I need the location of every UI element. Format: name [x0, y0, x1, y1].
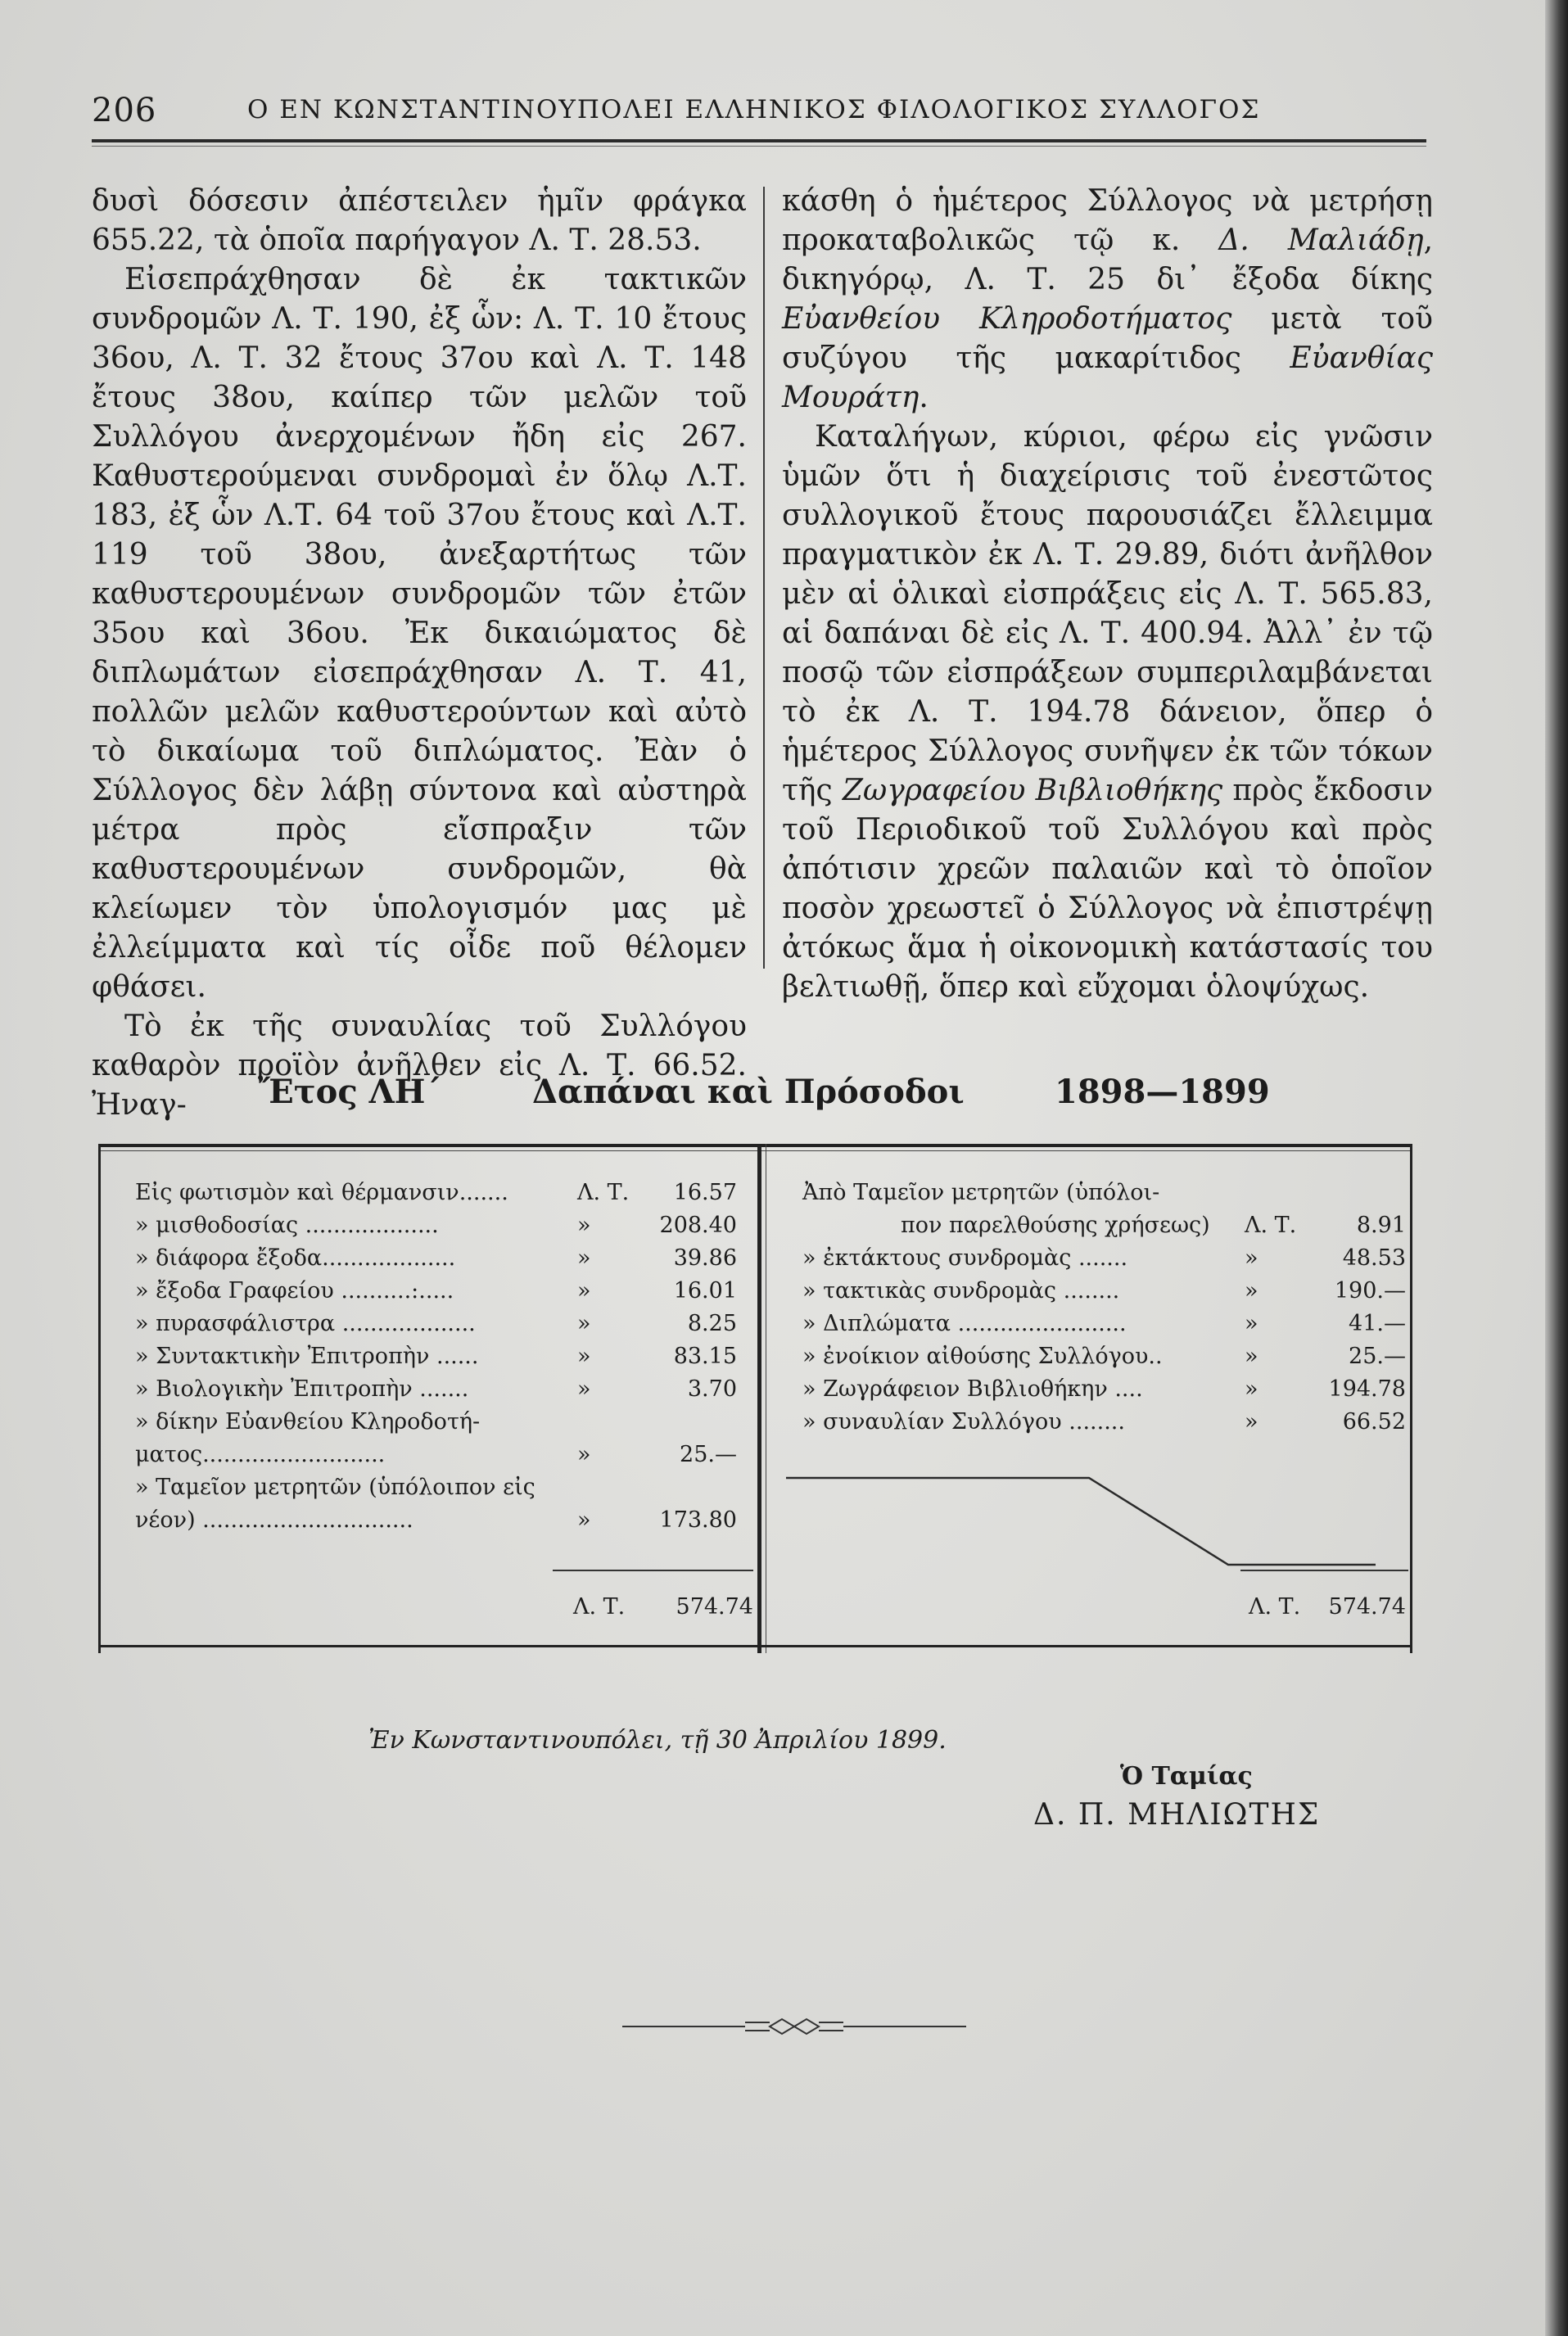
expense-row — [135, 1506, 737, 1535]
person-name: Εὐανθίας Μουράτη — [782, 341, 1433, 414]
row-unit: » — [1245, 1344, 1258, 1369]
row-unit: » — [1245, 1311, 1258, 1336]
row-unit: » — [1245, 1245, 1258, 1271]
expense-row — [135, 1309, 737, 1339]
row-unit: » — [577, 1245, 591, 1271]
row-unit: » — [577, 1442, 591, 1467]
income-row — [802, 1342, 1406, 1371]
text-run: πρὸς ἔκδοσιν τοῦ Περιοδικοῦ τοῦ Συλλόγου καὶ πρὸς ἀπότισιν χρεῶν παλαιῶν καὶ τὸ ὁποῖον ποσὸν χρεωστεῖ ὁ Σύλλογος νὰ ἐπιστρέψῃ ἀτόκως ἅμα ἡ οἰκονομικὴ κατάστασίς του βελτιωθῇ, ὅπερ καὶ εὔχομαι ὁλοψύχως. — [782, 774, 1433, 1004]
income-row — [802, 1178, 1406, 1208]
library-name: Ζωγραφείου Βιβλιοθήκης — [842, 774, 1223, 807]
expenses-total-amount: 574.74 — [676, 1594, 753, 1620]
row-label: πον παρελθούσης χρήσεως) — [901, 1213, 1210, 1238]
row-label: » Ταμεῖον μετρητῶν (ὑπόλοιπον εἰς — [135, 1475, 535, 1500]
row-amount: 83.15 — [673, 1344, 737, 1369]
row-label: Ἀπὸ Ταμεῖον μετρητῶν (ὑπόλοι- — [802, 1180, 1160, 1205]
row-unit: Λ. Τ. — [1245, 1213, 1297, 1238]
income-total-unit: Λ. Τ. — [1249, 1594, 1301, 1620]
income-row — [802, 1276, 1406, 1306]
row-label: » συναυλίαν Συλλόγου ........ — [802, 1409, 1125, 1435]
ledger-blank-strike — [786, 1475, 1376, 1573]
expenses-total-row — [573, 1593, 753, 1622]
row-unit: Λ. Τ. — [577, 1180, 630, 1205]
row-label: » ἔξοδα Γραφείου ..........:..... — [135, 1278, 454, 1304]
expense-row — [135, 1276, 737, 1306]
expenses-total-rule — [553, 1570, 753, 1571]
row-unit: » — [577, 1507, 591, 1533]
ledger-top-rule — [98, 1144, 1412, 1147]
expense-row — [135, 1244, 737, 1273]
left-paragraph-2: Εἰσεπράχθησαν δὲ ἐκ τακτικῶν συνδρομῶν Λ. Τ. 190, ἐξ ὧν: Λ. Τ. 10 ἔτους 36ου, Λ. Τ. 32 ἔτους 37ου καὶ Λ. Τ. 148 ἔτους 38ου, καίπερ τῶν μελῶν τοῦ Συλλόγου ἀνερχομένων ἤδη εἰς 267. Καθυστερούμεναι συνδρομαὶ ἐν ὅλῳ Λ.Τ. 183, ἐξ ὧν Λ.Τ. 64 τοῦ 37ου ἔτους καὶ Λ.Τ. 119 τοῦ 38ου, ἀνεξαρτήτως τῶν καθυστερουμένων συνδρομῶν τῶν ἐτῶν 35ου καὶ 36ου. Ἐκ δικαιώματος δὲ διπλωμάτων εἰσεπράχθησαν Λ. Τ. 41, πολλῶν μελῶν καθυστερούντων καὶ αὐτὸ τὸ δικαίωμα τοῦ διπλώματος. Ἐὰν ὁ Σύλλογος δὲν λάβῃ σύντονα καὶ αὐστηρὰ μέτρα πρὸς εἴσπραξιν τῶν καθυστερουμένων συνδρομῶν, θὰ κλείωμεν τὸν ὑπολογισμόν μας μὲ ἐλλείμματα καὶ τίς οἶδε ποῦ θέλομεν φθάσει. — [92, 263, 747, 1004]
row-amount: 25.— — [680, 1442, 737, 1467]
right-paragraph-1 — [782, 182, 1433, 418]
running-title: Ο ΕΝ ΚΩΝΣΤΑΝΤΙΝΟΥΠΟΛΕΙ ΕΛΛΗΝΙΚΟΣ ΦΙΛΟΛΟΓΙΚΟΣ ΣΥΛΛΟΓΟΣ — [247, 95, 1261, 124]
row-label: » πυρασφάλιστρα ................... — [135, 1311, 476, 1336]
row-amount: 16.57 — [673, 1180, 737, 1205]
book-spine-shadow — [1545, 0, 1568, 2336]
row-amount: 208.40 — [659, 1213, 737, 1238]
row-amount: 190.— — [1334, 1278, 1406, 1304]
row-unit: » — [577, 1344, 591, 1369]
row-label: ματος.......................... — [135, 1442, 386, 1467]
header-rule-thin — [92, 146, 1426, 147]
row-label: » Διπλώματα ........................ — [802, 1311, 1127, 1336]
expenses-total-unit: Λ. Τ. — [573, 1594, 626, 1620]
ledger-title — [258, 1073, 1322, 1122]
row-amount: 3.70 — [687, 1376, 737, 1402]
right-text-column — [782, 182, 1433, 1007]
ledger-right-rule — [1410, 1144, 1412, 1653]
row-label: » Βιολογικὴν Ἐπιτροπὴν ....... — [135, 1376, 469, 1402]
left-paragraph-3: Τὸ ἐκ τῆς συναυλίας τοῦ Συλλόγου καθαρὸν προϊὸν ἀνῆλθεν εἰς Λ. Τ. 66.52. Ἠναγ- — [92, 1010, 747, 1122]
ledger-table — [98, 1144, 1412, 1653]
income-row — [802, 1407, 1406, 1437]
row-unit: » — [577, 1278, 591, 1304]
row-amount: 16.01 — [673, 1278, 737, 1304]
column-divider — [763, 187, 765, 969]
ledger-bottom-rule — [98, 1645, 1412, 1647]
row-label: νέον) .............................. — [135, 1507, 413, 1533]
row-label: » διάφορα ἔξοδα................... — [135, 1245, 456, 1271]
row-label: » ἐκτάκτους συνδρομὰς ....... — [802, 1245, 1128, 1271]
ledger-title-period: 1898—1899 — [1055, 1073, 1270, 1111]
text-run: μετὰ τοῦ συζύγου τῆς μακαρίτιδος — [782, 302, 1433, 375]
ledger-center-rule — [757, 1144, 761, 1653]
expense-row — [135, 1375, 737, 1404]
income-row — [802, 1244, 1406, 1273]
row-amount: 173.80 — [659, 1507, 737, 1533]
page-number: 206 — [92, 92, 157, 129]
row-amount: 8.91 — [1356, 1213, 1406, 1238]
expense-row — [135, 1440, 737, 1470]
row-unit: » — [1245, 1409, 1258, 1435]
right-paragraph-2 — [782, 418, 1433, 1007]
person-name: Δ. Μαλιάδῃ — [1218, 224, 1424, 257]
row-label: » Συντακτικὴν Ἐπιτροπὴν ...... — [135, 1344, 479, 1369]
row-unit: » — [1245, 1278, 1258, 1304]
row-label: » μισθοδοσίας ................... — [135, 1213, 439, 1238]
row-label: » τακτικὰς συνδρομὰς ........ — [802, 1278, 1120, 1304]
income-row — [802, 1375, 1406, 1404]
row-unit: » — [577, 1311, 591, 1336]
income-row — [802, 1309, 1406, 1339]
expense-row — [135, 1473, 737, 1502]
income-total-row — [1249, 1593, 1406, 1622]
row-label: » δίκην Εὐανθείου Κληροδοτή- — [135, 1409, 481, 1435]
signature-name: Δ. Π. ΜΗΛΙΩΤΗΣ — [1033, 1798, 1321, 1832]
row-amount: 66.52 — [1342, 1409, 1406, 1435]
bequest-name: Εὐανθείου Κληροδοτήματος — [782, 302, 1232, 336]
text-run: κάσθη ὁ ἡμέτερος Σύλλογος νὰ μετρήσῃ προκαταβολικῶς τῷ κ. — [782, 184, 1433, 257]
row-amount: 8.25 — [687, 1311, 737, 1336]
running-header — [92, 92, 1418, 133]
left-text-column — [92, 182, 747, 1125]
row-amount: 25.— — [1349, 1344, 1406, 1369]
decorative-ornament — [622, 2014, 966, 2039]
text-run: . — [919, 381, 929, 414]
row-amount: 41.— — [1349, 1311, 1406, 1336]
row-label: » ἐνοίκιον αἰθούσης Συλλόγου.. — [802, 1344, 1163, 1369]
expense-row — [135, 1407, 737, 1437]
expense-row — [135, 1342, 737, 1371]
expense-row — [135, 1178, 737, 1208]
row-unit: » — [1245, 1376, 1258, 1402]
ledger-title-year: Ἔτος ΛΗ΄ — [258, 1073, 442, 1111]
row-amount: 39.86 — [673, 1245, 737, 1271]
row-label: » Ζωγράφειον Βιβλιοθήκην .... — [802, 1376, 1143, 1402]
ledger-top-rule-thin — [98, 1150, 1412, 1151]
signature-role: Ὁ Ταμίας — [1120, 1762, 1253, 1791]
text-run: Καταλήγων, κύριοι, φέρω εἰς γνῶσιν ὑμῶν ὅτι ἡ διαχείρισις τοῦ ἐνεστῶτος συλλογικοῦ ἔτους παρουσιάζει ἔλλειμμα πραγματικὸν ἐκ Λ. Τ. 29.89, διότι ἀνῆλθον μὲν αἱ ὁλικαὶ εἰσπράξεις εἰς Λ. Τ. 565.83, αἱ δαπάναι δὲ εἰς Λ. Τ. 400.94. Ἀλλ᾽ ἐν τῷ ποσῷ τῶν εἰσπράξεων συμπεριλαμβάνεται τὸ ἐκ Λ. Τ. 194.78 δάνειον, ὅπερ ὁ ἡμέτερος Σύλλογος συνῆψεν ἐκ τῶν τόκων τῆς — [782, 420, 1433, 807]
income-row — [802, 1211, 1406, 1240]
row-amount: 48.53 — [1342, 1245, 1406, 1271]
left-paragraph-1: δυσὶ δόσεσιν ἀπέστειλεν ἡμῖν φράγκα 655.22, τὰ ὁποῖα παρήγαγον Λ. Τ. 28.53. — [92, 184, 747, 257]
ledger-title-subject: Δαπάναι καὶ Πρόσοδοι — [532, 1073, 965, 1111]
row-amount: 194.78 — [1328, 1376, 1406, 1402]
income-total-amount: 574.74 — [1328, 1594, 1406, 1620]
row-label: Εἰς φωτισμὸν καὶ θέρμανσιν....... — [135, 1180, 508, 1205]
text-run: , δικηγόρῳ, Λ. Τ. 25 δι᾽ ἔξοδα δίκης — [782, 224, 1434, 296]
signature-place-date: Ἐν Κωνσταντινουπόλει, τῇ 30 Ἀπριλίου 1899. — [368, 1726, 947, 1755]
row-unit: » — [577, 1213, 591, 1238]
ledger-left-rule — [98, 1144, 101, 1653]
row-unit: » — [577, 1376, 591, 1402]
header-rule — [92, 139, 1426, 142]
expense-row — [135, 1211, 737, 1240]
